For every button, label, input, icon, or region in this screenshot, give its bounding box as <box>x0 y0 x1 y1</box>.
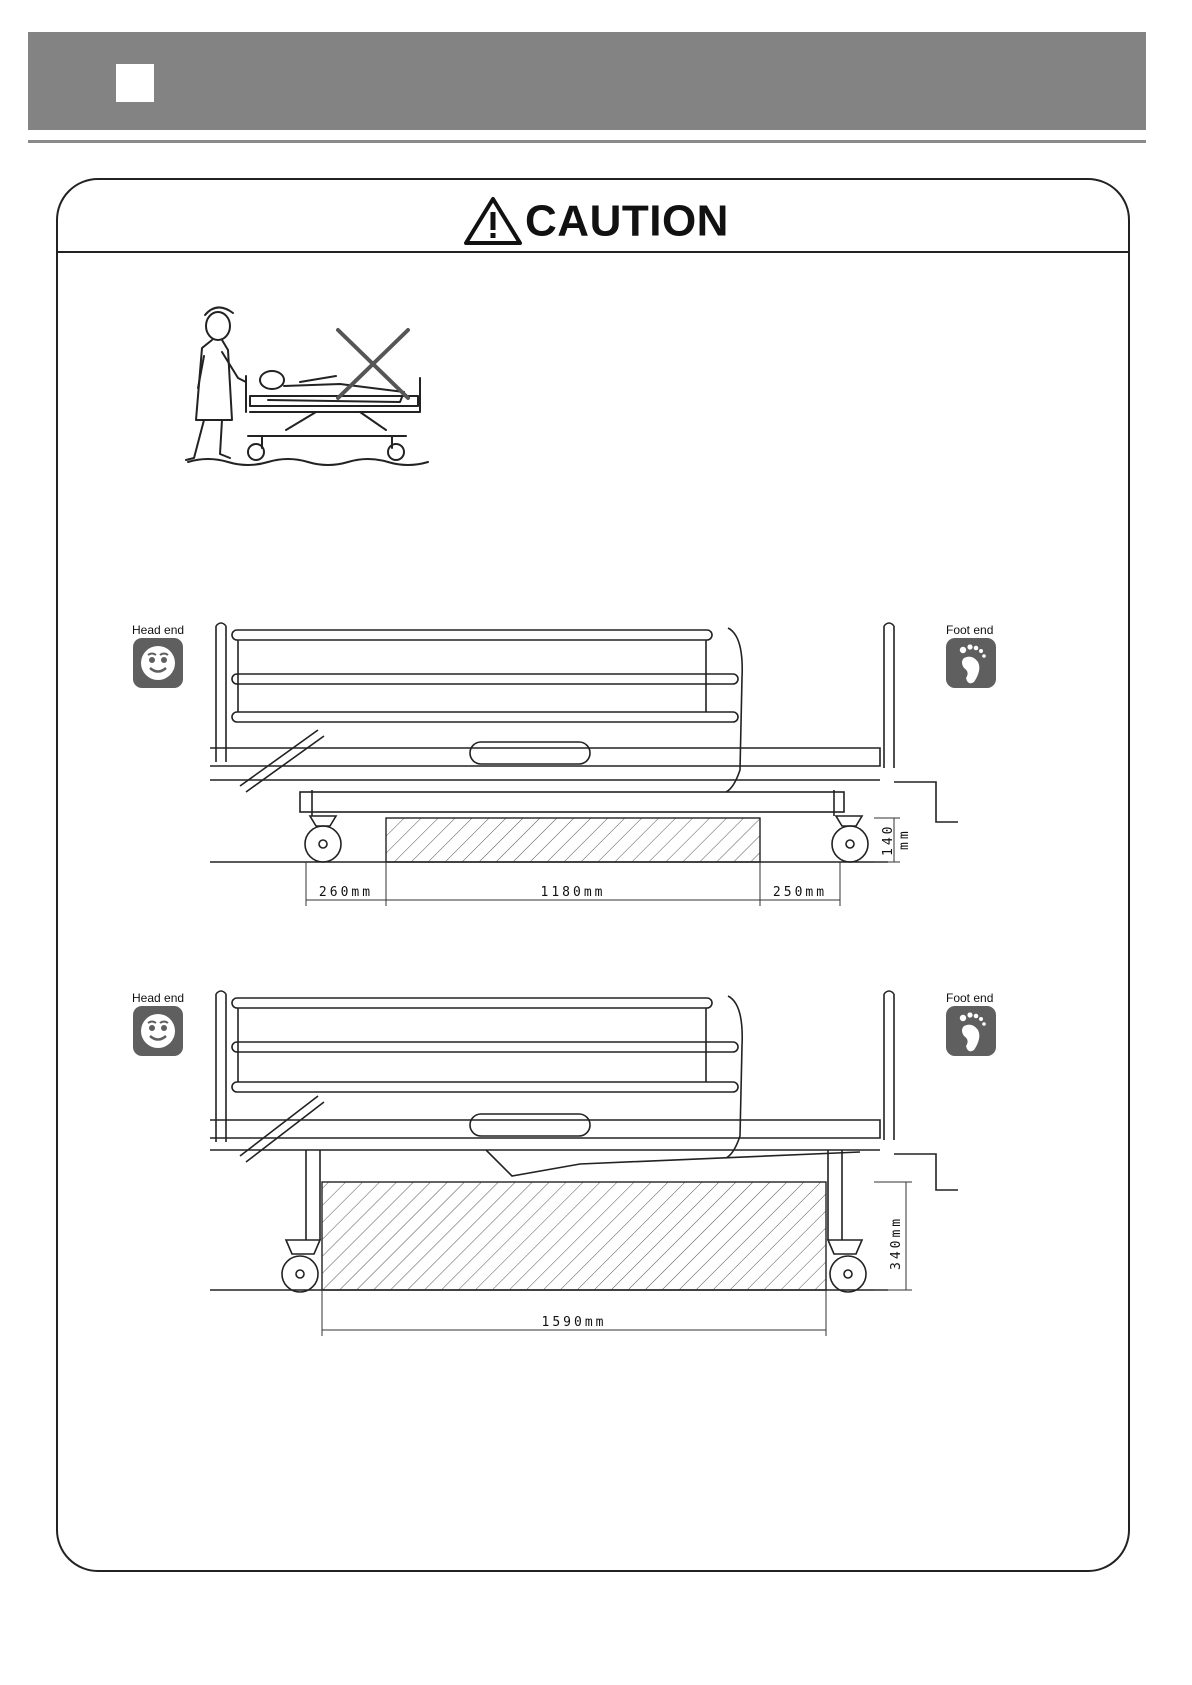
foot-end-label-top: Foot end <box>946 623 994 637</box>
dim-height-unit-top: mm <box>897 828 912 850</box>
dim-left-top: 260mm <box>318 885 374 900</box>
dim-height-top: 140 <box>881 823 896 856</box>
dim-right-top: 250mm <box>772 885 828 900</box>
caution-title: CAUTION <box>525 196 729 246</box>
head-end-label-bottom: Head end <box>132 991 185 1005</box>
dim-width-bottom: 1590mm <box>541 1315 607 1330</box>
dim-height-bottom: 340mm <box>889 1215 904 1270</box>
dim-center-top: 1180mm <box>540 885 606 900</box>
foot-end-label-bottom: Foot end <box>946 991 994 1005</box>
head-end-label-top: Head end <box>132 623 185 637</box>
